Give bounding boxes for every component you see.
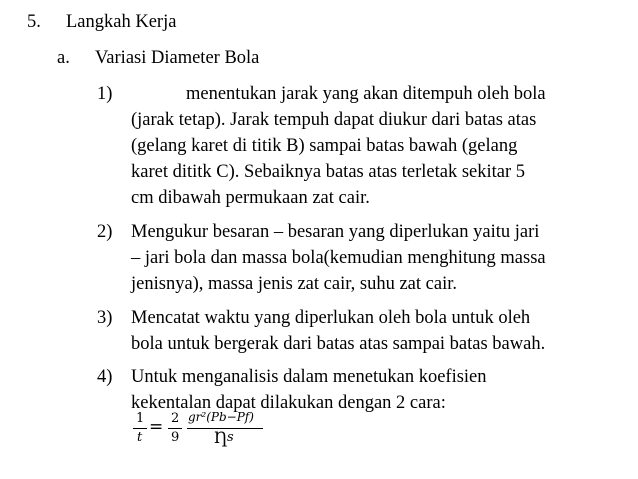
- step-text-line: jenisnya), massa jenis zat cair, suhu zat cair.: [131, 274, 457, 294]
- formula-coef-numerator: 2: [171, 411, 180, 426]
- formula-coef-bar: [168, 428, 182, 429]
- formula-rhs-numerator: gr²(Pb−Pf): [188, 410, 254, 424]
- step-number: 1): [97, 84, 113, 104]
- formula-rhs-s: s: [227, 430, 234, 445]
- subsection-letter: a.: [57, 48, 70, 68]
- step-text-line: (gelang karet di titik B) sampai batas bawah (gelang: [131, 136, 518, 156]
- step-text-line: menentukan jarak yang akan ditempuh oleh bola: [186, 84, 546, 104]
- step-text-line: karet dititk C). Sebaiknya batas atas terletak sekitar 5: [131, 162, 526, 182]
- formula-lhs-numerator: 1: [136, 411, 145, 426]
- formula-coef-denominator: 9: [171, 430, 180, 445]
- step-text-line: cm dibawah permukaan zat cair.: [131, 188, 370, 208]
- step-text-line: Untuk menganalisis dalam menetukan koefisien: [131, 367, 487, 387]
- formula-lhs-denominator: t: [137, 430, 143, 445]
- section-title: Langkah Kerja: [66, 12, 177, 32]
- formula-rhs-eta: Ƞ: [214, 428, 228, 447]
- step-number: 2): [97, 222, 113, 242]
- step-number: 3): [97, 308, 113, 328]
- step-text-line: kekentalan dapat dilakukan dengan 2 cara:: [131, 393, 446, 413]
- formula-equals: =: [149, 417, 164, 437]
- subsection-title: Variasi Diameter Bola: [95, 48, 260, 68]
- section-number: 5.: [27, 12, 41, 32]
- step-text-line: Mengukur besaran – besaran yang diperlukan yaitu jari: [131, 222, 540, 242]
- step-text-line: (jarak tetap). Jarak tempuh dapat diukur dari batas atas: [131, 110, 537, 130]
- step-text-line: bola untuk bergerak dari batas atas sampai batas bawah.: [131, 334, 546, 354]
- step-text-line: – jari bola dan massa bola(kemudian menghitung massa: [131, 248, 546, 268]
- step-text-line: Mencatat waktu yang diperlukan oleh bola untuk oleh: [131, 308, 531, 328]
- formula-lhs-bar: [133, 428, 147, 429]
- step-number: 4): [97, 367, 113, 387]
